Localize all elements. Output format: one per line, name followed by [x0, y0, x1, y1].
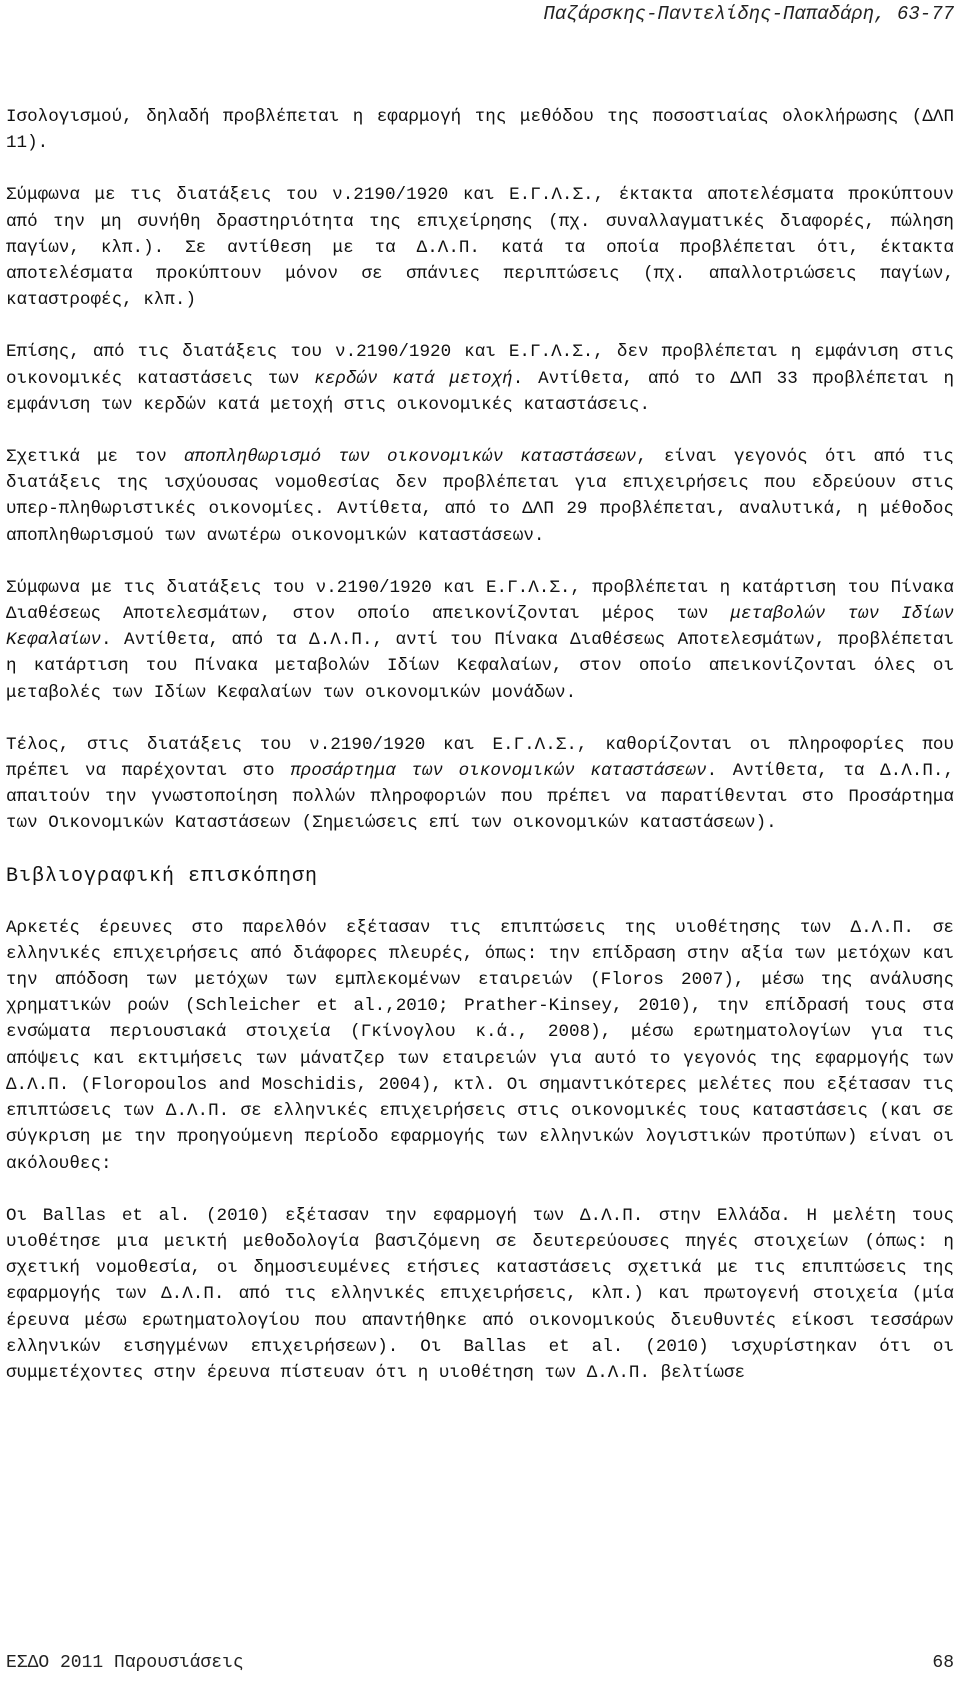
body-text: [6, 104, 954, 1412]
footer-label: ΕΣΔΟ 2011 Παρουσιάσεις: [6, 1653, 244, 1673]
emphasis-term: αποπληθωρισμό των οικονομικών καταστάσεων: [183, 447, 637, 468]
emphasis-term: μεταβολών των Ιδίων Κεφαλαίων: [6, 604, 954, 651]
paragraph: [6, 339, 954, 418]
paragraph: [6, 732, 954, 837]
paragraph: Ισολογισμού, δηλαδή προβλέπεται η εφαρμογή της μεθόδου της ποσοστιαίας ολοκλήρωσης (ΔΛΠ 11).: [6, 107, 954, 154]
paragraph-text: . Αντίθετα, από τα Δ.Λ.Π., αντί του Πίνακα Διαθέσεως Αποτελεσμάτων, προβλέπεται η κατάρτιση του Πίνακα μεταβολών Ιδίων Κεφαλαίων, στον οποίο απεικονίζονται όλες οι μεταβολές των Ιδίων Κεφαλαίων των οικονομικών μονάδων.: [6, 630, 954, 703]
emphasis-term: προσάρτημα των οικονομικών καταστάσεων: [290, 761, 707, 782]
page-number: 68: [932, 1653, 954, 1673]
running-head: Παζάρσκης-Παντελίδης-Παπαδάρη, 63-77: [543, 3, 954, 25]
paragraph: Σύμφωνα με τις διατάξεις του ν.2190/1920 και Ε.Γ.Λ.Σ., έκτακτα αποτελέσματα προκύπτουν από την μη συνήθη δραστηριότητα της επιχείρησης (πχ. συναλλαγματικές διαφορές, πώληση παγίων, κλπ.). Σε αντίθεση με τα Δ.Λ.Π. κατά τα οποία προβλέπεται ότι, έκτακτα αποτελέσματα προκύπτουν μόνον σε σπάνιες περιπτώσεις (πχ. απαλλοτριώσεις παγίων, καταστροφές, κλπ.): [6, 185, 954, 311]
paragraph: Οι Ballas et al. (2010) εξέτασαν την εφαρμογή των Δ.Λ.Π. στην Ελλάδα. Η μελέτη τους υιοθέτησε μια μεικτή μεθοδολογία βασιζόμενη σε δευτερεύουσες πηγές στοιχείων (όπως: η σχετική νομοθεσία, οι δημοσιευμένες ετήσιες καταστάσεις σχετικά με τις επιπτώσεις της εφαρμογής των Δ.Λ.Π. από τις ελληνικές επιχειρήσεις, κλπ.) και πρωτογενή στοιχεία (μία έρευνα μέσω ερωτηματολογίου που απαντήθηκε από οικονομικούς διευθυντές είκοσι τεσσάρων ελληνικών εισηγμένων επιχειρήσεων). Οι Ballas et al. (2010) ισχυρίστηκαν ότι οι συμμετέχοντες στην έρευνα πίστευαν ότι η υιοθέτηση των Δ.Λ.Π. βελτίωσε: [6, 1205, 954, 1383]
paragraph: Αρκετές έρευνες στο παρελθόν εξέτασαν τις επιπτώσεις της υιοθέτησης των Δ.Λ.Π. σε ελληνικές επιχειρήσεις από διάφορες πλευρές, όπως: την επίδραση στην αξία των μετόχων και την απόδοση των μετόχων των εμπλεκομένων εταιρειών (Floros 2007), μέσω της ανάλυσης χρηματικών ροών (Schleicher et al.,2010; Prather-Kinsey, 2010), την επίδρασή τους στα ενσώματα περιουσιακά στοιχεία (Γκίνογλου κ.ά., 2008), μέσω ερωτηματολογίων για τις απόψεις και εκτιμήσεις των μάνατζερ των εταιρειών για αυτό το γεγονός της εφαρμογής των Δ.Λ.Π. (Floropoulos and Moschidis, 2004), κτλ. Οι σημαντικότερες μελέτες που εξέτασαν τις επιπτώσεις των Δ.Λ.Π. σε ελληνικές επιχειρήσεις στις οικονομικές τους καταστάσεις (και σε σύγκριση με την προηγούμενη περίοδο εφαρμογής των ελληνικών λογιστικών προτύπων) είναι οι ακόλουθες:: [6, 917, 954, 1174]
paragraph-text: Σύμφωνα με τις διατάξεις του ν.2190/1920 και Ε.Γ.Λ.Σ., προβλέπεται η κατάρτιση του Πίνακα Διαθέσεως Αποτελεσμάτων, στον οποίο απεικονίζονται μέρος των: [6, 577, 954, 625]
paragraph-text: Επίσης, από τις διατάξεις του ν.2190/1920 και Ε.Γ.Λ.Σ., δεν προβλέπεται η εμφάνιση στις οικονομικές καταστάσεις των: [6, 342, 954, 389]
paragraph: [6, 444, 954, 549]
emphasis-term: κερδών κατά μετοχή: [314, 368, 513, 389]
section-heading: Βιβλιογραφική επισκόπηση: [6, 864, 319, 888]
paragraph-text: . Αντίθετα, τα Δ.Λ.Π., απαιτούν την γνωστοποίηση πολλών πληροφοριών που πρέπει να παρατίθενται στο Προσάρτημα των Οικονομικών Καταστάσεων (Σημειώσεις επί των οικονομικών καταστάσεων).: [6, 761, 955, 834]
paragraph: [6, 575, 954, 706]
paragraph-text: Σχετικά με τον: [6, 447, 184, 468]
paragraph-text: , είναι γεγονός ότι από τις διατάξεις της ισχύουσας νομοθεσίας δεν προβλέπεται για επιχειρήσεις που εδρεύουν στις υπερ-πληθωριστικές οικονομίες. Αντίθετα, από το ΔΛΠ 29 προβλέπεται, αναλυτικά, η μέθοδος αποπληθωρισμού των ανωτέρω οικονομικών καταστάσεων.: [6, 447, 954, 546]
paragraph-text: Τέλος, στις διατάξεις του ν.2190/1920 και Ε.Γ.Λ.Σ., καθορίζονται οι πληροφορίες που πρέπει να παρέχονται στο: [6, 734, 954, 782]
page-footer: [6, 1653, 954, 1673]
paragraph-text: . Αντίθετα, από το ΔΛΠ 33 προβλέπεται η εμφάνιση των κερδών κατά μετοχή στις οικονομικές καταστάσεις.: [6, 368, 955, 415]
